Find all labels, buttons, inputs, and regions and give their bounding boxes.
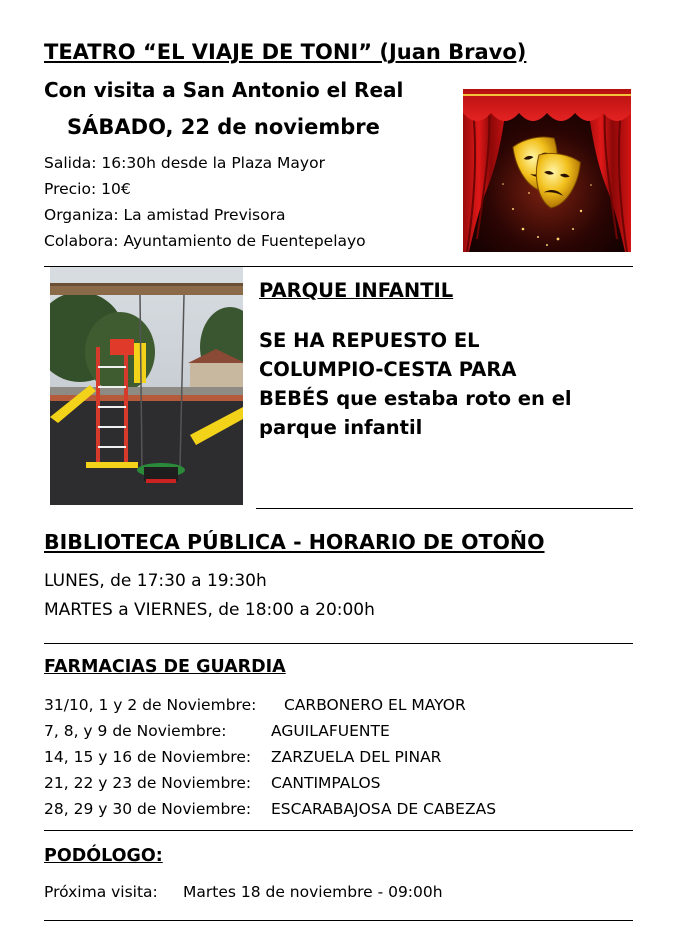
parque-line: COLUMPIO-CESTA PARA [259, 358, 517, 381]
podologo-title: PODÓLOGO: [44, 846, 163, 866]
farmacia-place: AGUILAFUENTE [271, 722, 390, 740]
teatro-colabora: Colabora: Ayuntamiento de Fuentepelayo [44, 232, 366, 250]
parque-line: SE HA REPUESTO EL [259, 329, 480, 352]
divider-5 [44, 920, 633, 921]
theater-masks-image [463, 89, 631, 252]
teatro-title: TEATRO “EL VIAJE DE TONI” (Juan Bravo) [44, 40, 527, 64]
farmacia-place: CARBONERO EL MAYOR [284, 696, 466, 714]
parque-line: BEBÉS que estaba roto en el [259, 387, 572, 410]
parque-line: parque infantil [259, 416, 423, 439]
biblioteca-hours-lunes: LUNES, de 17:30 a 19:30h [44, 571, 267, 591]
farmacia-dates: 31/10, 1 y 2 de Noviembre: [44, 696, 257, 714]
teatro-salida: Salida: 16:30h desde la Plaza Mayor [44, 154, 325, 172]
divider-4 [44, 830, 633, 831]
divider-2 [256, 508, 633, 509]
playground-photo [50, 267, 243, 505]
teatro-date: SÁBADO, 22 de noviembre [67, 115, 380, 139]
farmacia-dates: 21, 22 y 23 de Noviembre: [44, 774, 252, 792]
farmacia-dates: 7, 8, y 9 de Noviembre: [44, 722, 227, 740]
farmacia-place: ZARZUELA DEL PINAR [271, 748, 442, 766]
divider-3 [44, 643, 633, 644]
farmacia-dates: 28, 29 y 30 de Noviembre: [44, 800, 252, 818]
biblioteca-title: BIBLIOTECA PÚBLICA - HORARIO DE OTOÑO [44, 530, 545, 554]
teatro-organiza: Organiza: La amistad Previsora [44, 206, 286, 224]
parque-title: PARQUE INFANTIL [259, 279, 454, 302]
teatro-subtitle: Con visita a San Antonio el Real [44, 78, 404, 102]
farmacia-dates: 14, 15 y 16 de Noviembre: [44, 748, 252, 766]
farmacias-title: FARMACIAS DE GUARDIA [44, 657, 286, 677]
teatro-precio: Precio: 10€ [44, 180, 131, 198]
podologo-label: Próxima visita: [44, 883, 158, 901]
parque-message [259, 326, 639, 442]
farmacia-place: ESCARABAJOSA DE CABEZAS [271, 800, 497, 818]
farmacia-place: CANTIMPALOS [271, 774, 381, 792]
podologo-next-visit: Martes 18 de noviembre - 09:00h [183, 883, 443, 901]
biblioteca-hours-martes-viernes: MARTES a VIERNES, de 18:00 a 20:00h [44, 600, 375, 620]
